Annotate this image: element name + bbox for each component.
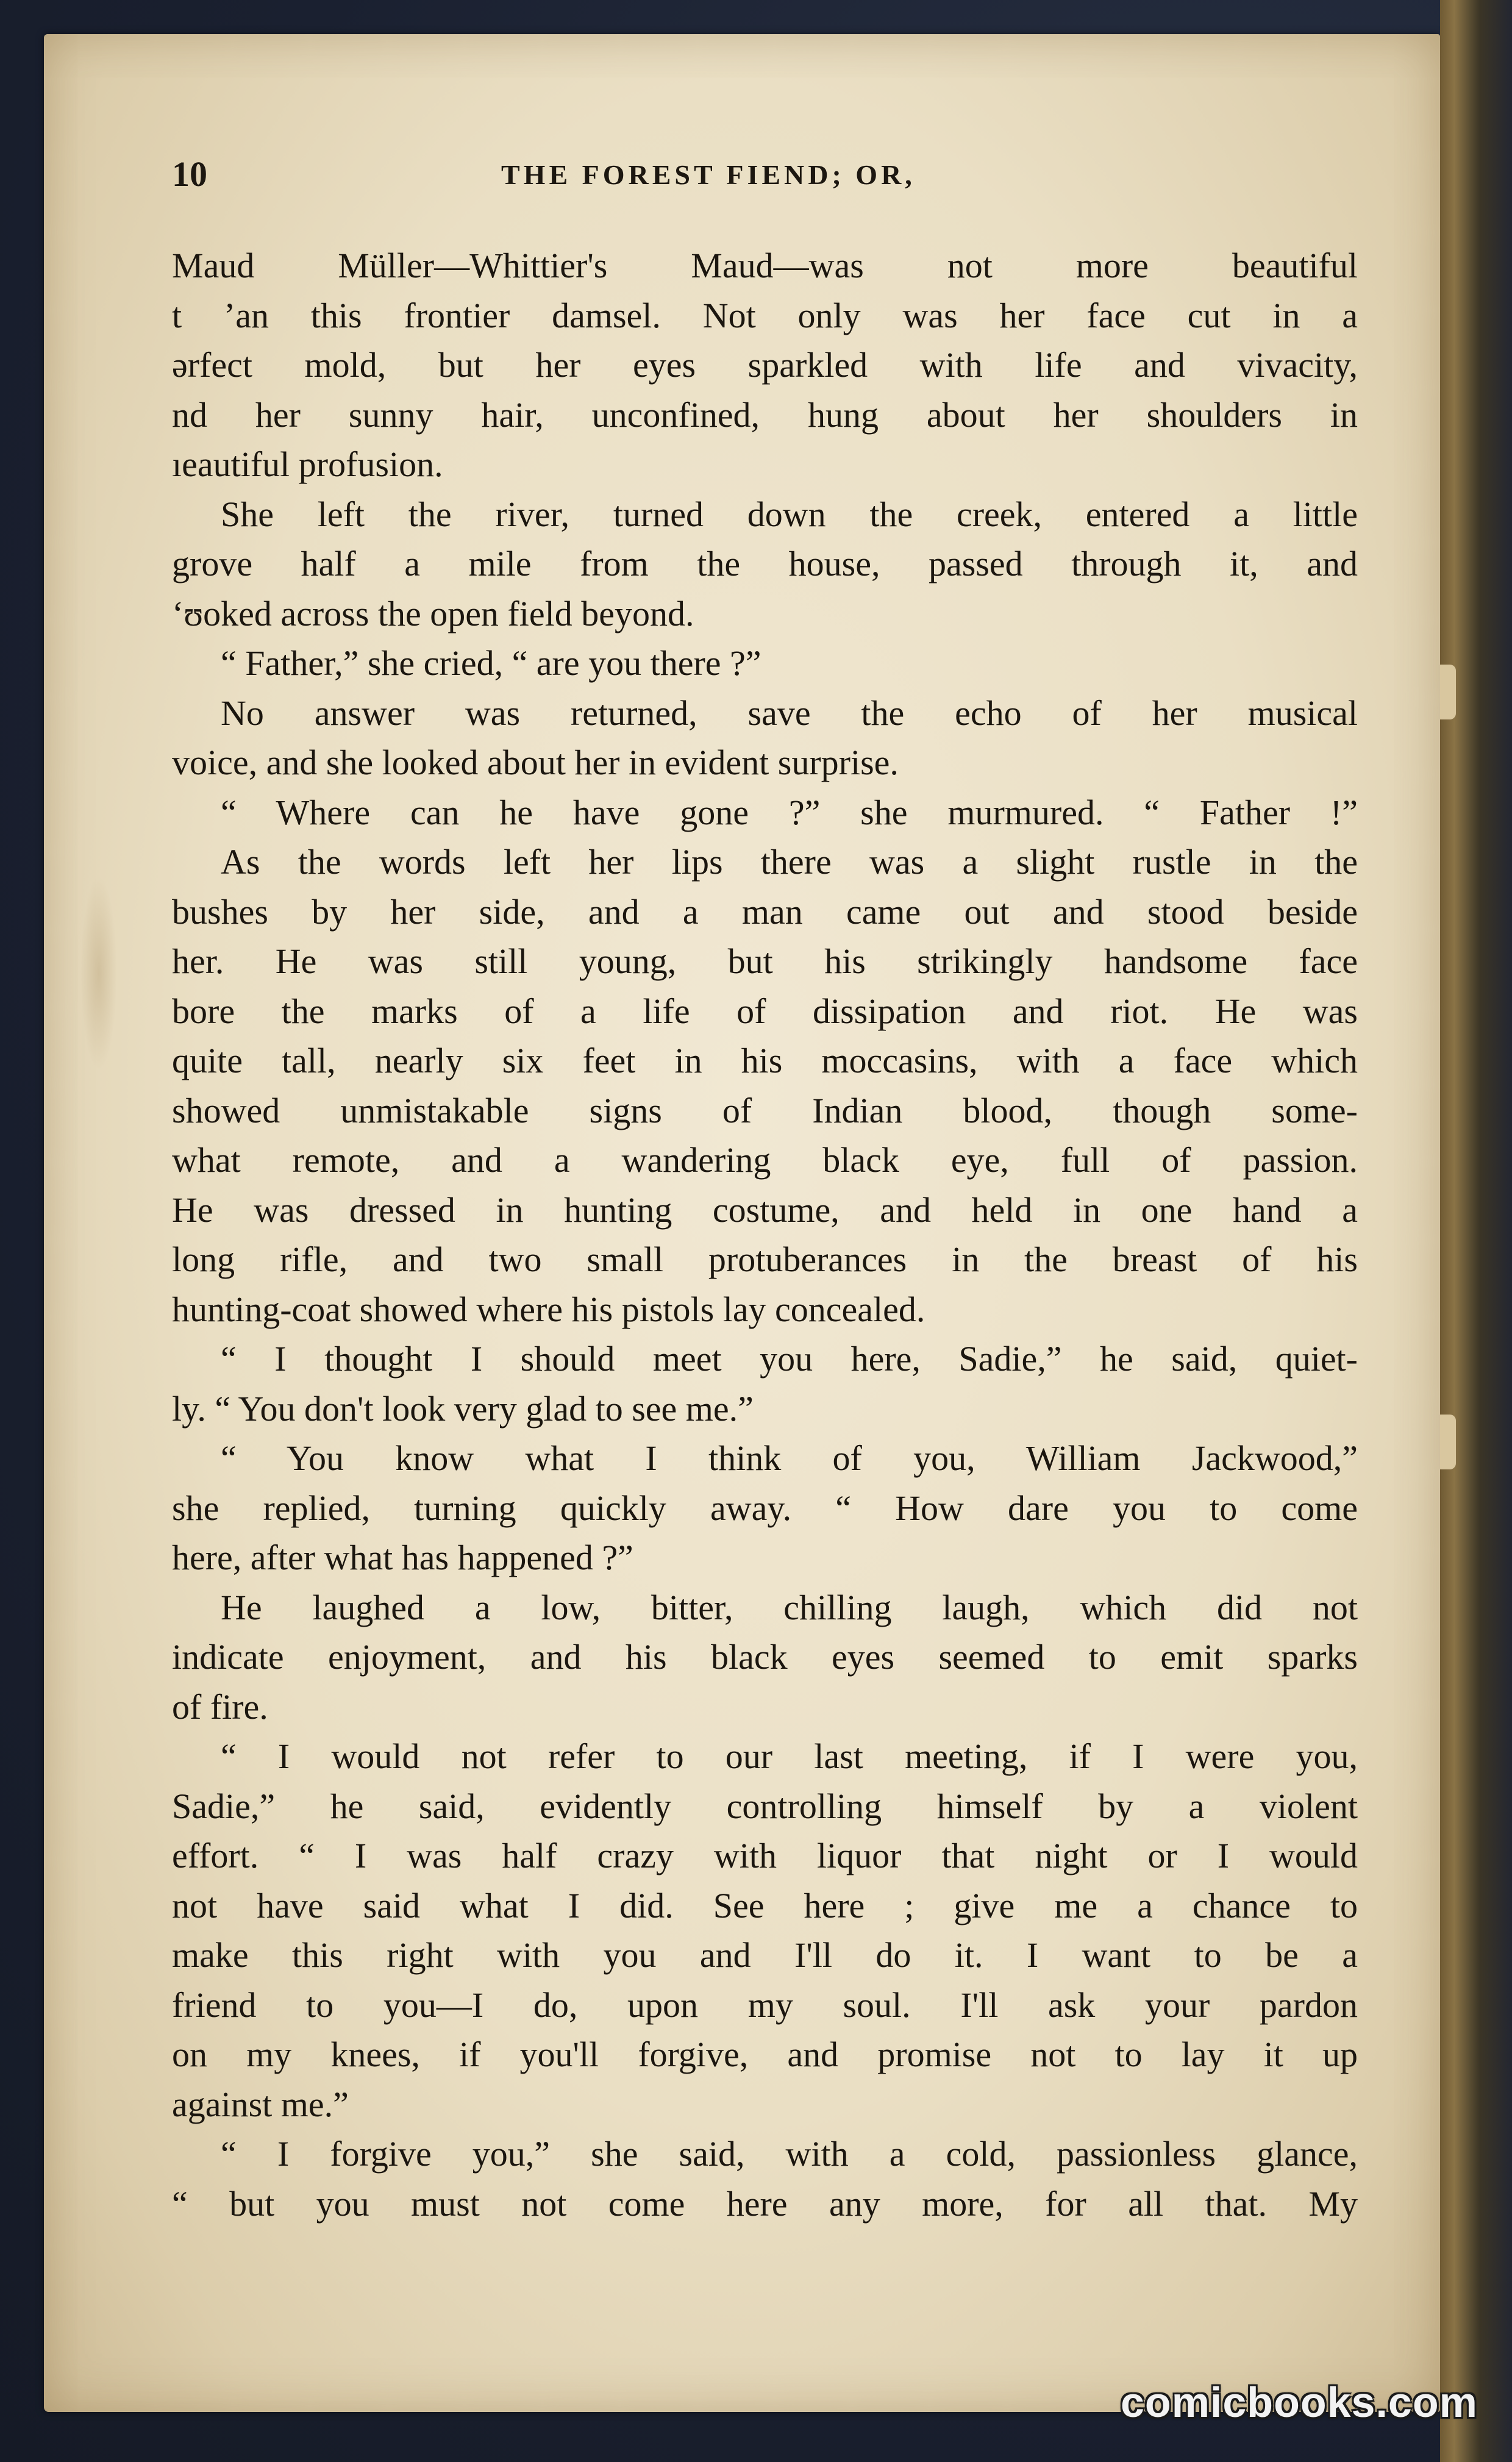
- book-binding: [1440, 0, 1512, 2462]
- watermark: comicbooks.com: [1121, 2378, 1478, 2426]
- text-line: quite tall, nearly six feet in his moccasins, with a face which: [172, 1041, 1358, 1080]
- text-line: Sadie,” he said, evidently controlling himself by a violent: [172, 1786, 1358, 1826]
- text-line: ly. “ You don't look very glad to see me.”: [172, 1388, 754, 1429]
- text-line: “ Where can he have gone ?” she murmured. “ Father !”: [221, 792, 1358, 832]
- text-line: ərfect mold, but her eyes sparkled with life and vivacity,: [172, 345, 1358, 385]
- text-line: showed unmistakable signs of Indian blood, though some-: [172, 1090, 1358, 1130]
- text-line: t ’an this frontier damsel. Not only was her face cut in a: [172, 295, 1358, 335]
- text-line: bore the marks of a life of dissipation and riot. He was: [172, 991, 1358, 1031]
- text-line: what remote, and a wandering black eye, full of passion.: [172, 1140, 1358, 1180]
- text-line: As the words left her lips there was a slight rustle in the: [221, 842, 1358, 882]
- text-line: effort. “ I was half crazy with liquor that night or I would: [172, 1836, 1358, 1875]
- running-head: [172, 154, 1361, 196]
- text-line: He was dressed in hunting costume, and held in one hand a: [172, 1190, 1358, 1230]
- text-line: friend to you—I do, upon my soul. I'll ask your pardon: [172, 1985, 1358, 2025]
- text-line: He laughed a low, bitter, chilling laugh, which did not: [221, 1587, 1358, 1627]
- text-line: she replied, turning quickly away. “ How dare you to come: [172, 1488, 1358, 1528]
- text-line: nd her sunny hair, unconfined, hung about her shoulders in: [172, 394, 1358, 435]
- text-line: of fire.: [172, 1686, 268, 1727]
- text-line: bushes by her side, and a man came out and stood beside: [172, 891, 1358, 932]
- running-title: THE FOREST FIEND; OR,: [501, 159, 916, 190]
- text-line: “ but you must not come here any more, for all that. My: [172, 2183, 1358, 2224]
- page-number: 10: [172, 154, 207, 194]
- text-line: “ Father,” she cried, “ are you there ?”: [221, 643, 761, 683]
- text-line: long rifle, and two small protuberances in the breast of his: [172, 1240, 1358, 1279]
- text-line: against me.”: [172, 2084, 349, 2124]
- text-line: “ You know what I think of you, William Jackwood,”: [221, 1438, 1358, 1478]
- text-line: her. He was still young, but his strikingly handsome face: [172, 941, 1358, 981]
- text-line: “ I forgive you,” she said, with a cold, passionless glance,: [221, 2134, 1358, 2174]
- text-line: Maud Müller—Whittier's Maud—was not more beautiful: [172, 246, 1358, 285]
- text-line: voice, and she looked about her in evident surprise.: [172, 743, 899, 782]
- body-text: [172, 241, 1358, 2228]
- text-line: indicate enjoyment, and his black eyes seemed to emit sparks: [172, 1637, 1358, 1677]
- text-line: ıeautiful profusion.: [172, 444, 443, 484]
- text-line: No answer was returned, save the echo of her musical: [221, 693, 1358, 733]
- text-line: “ I thought I should meet you here, Sadie,” he said, quiet-: [221, 1339, 1358, 1379]
- text-line: grove half a mile from the house, passed through it, and: [172, 544, 1358, 583]
- text-line: on my knees, if you'll forgive, and promise not to lay it up: [172, 2035, 1358, 2074]
- text-line: make this right with you and I'll do it. I want to be a: [172, 1935, 1358, 1975]
- page-edge-tab: [1440, 1415, 1456, 1469]
- text-line: here, after what has happened ?”: [172, 1538, 633, 1577]
- text-line: not have said what I did. See here ; give me a chance to: [172, 1885, 1358, 1925]
- page-edge-tab: [1440, 665, 1456, 719]
- text-line: She left the river, turned down the creek, entered a little: [221, 494, 1358, 534]
- text-line: ʻʊoked across the open field beyond.: [172, 593, 694, 633]
- text-line: hunting-coat showed where his pistols lay concealed.: [172, 1289, 925, 1329]
- text-line: “ I would not refer to our last meeting, if I were you,: [221, 1736, 1358, 1776]
